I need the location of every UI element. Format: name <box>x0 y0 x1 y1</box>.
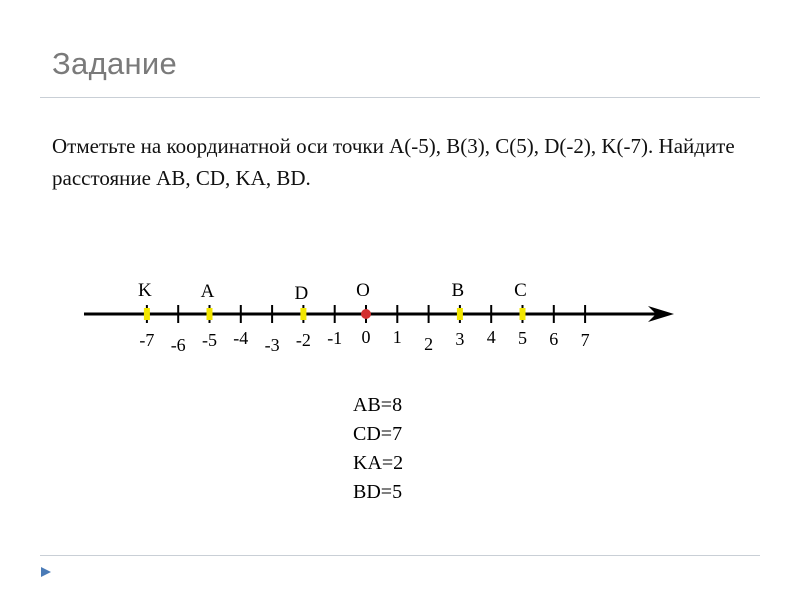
tick-label: 5 <box>518 328 527 348</box>
answer-ka: KA=2 <box>353 452 404 474</box>
task-text: Отметьте на координатной оси точки A(-5), B(3), C(5), D(-2), K(-7). Найдите расстояние AB, CD, KA, BD. <box>52 134 735 190</box>
tick-label: -2 <box>295 330 311 350</box>
point-marker <box>300 308 306 320</box>
point-marker <box>144 308 150 320</box>
point-label: B <box>451 280 465 301</box>
point-label: A <box>200 281 215 302</box>
point-label: D <box>294 283 309 304</box>
answer-cd: CD=7 <box>353 423 403 445</box>
origin-label: O <box>356 280 370 301</box>
tick-label: 7 <box>580 330 590 350</box>
tick-label: -7 <box>139 330 155 350</box>
tick-label: 2 <box>424 334 434 354</box>
point-label: K <box>138 280 152 301</box>
point-marker <box>207 308 213 320</box>
answer-bd: BD=5 <box>353 481 403 503</box>
point-marker <box>520 308 526 320</box>
answer-ab: AB=8 <box>353 394 403 416</box>
tick-label: 1 <box>392 327 402 347</box>
tick-label: -4 <box>233 328 249 348</box>
tick-label: 0 <box>361 327 371 347</box>
point-label: C <box>514 280 527 301</box>
triangle-arrow-icon <box>40 566 52 578</box>
point-marker <box>457 308 463 320</box>
tick-label: 4 <box>486 327 496 347</box>
answers-list <box>353 391 403 507</box>
footer-divider <box>40 555 760 556</box>
tick-label: -3 <box>264 335 280 355</box>
nav-arrow[interactable] <box>40 565 52 583</box>
tick-label: -5 <box>202 330 217 350</box>
tick-label: 6 <box>549 329 559 349</box>
tick-label: -1 <box>327 328 343 348</box>
tick-label: -6 <box>170 335 186 355</box>
slide-title: Задание <box>52 46 178 81</box>
origin-point <box>361 309 371 319</box>
tick-label: 3 <box>455 329 465 349</box>
